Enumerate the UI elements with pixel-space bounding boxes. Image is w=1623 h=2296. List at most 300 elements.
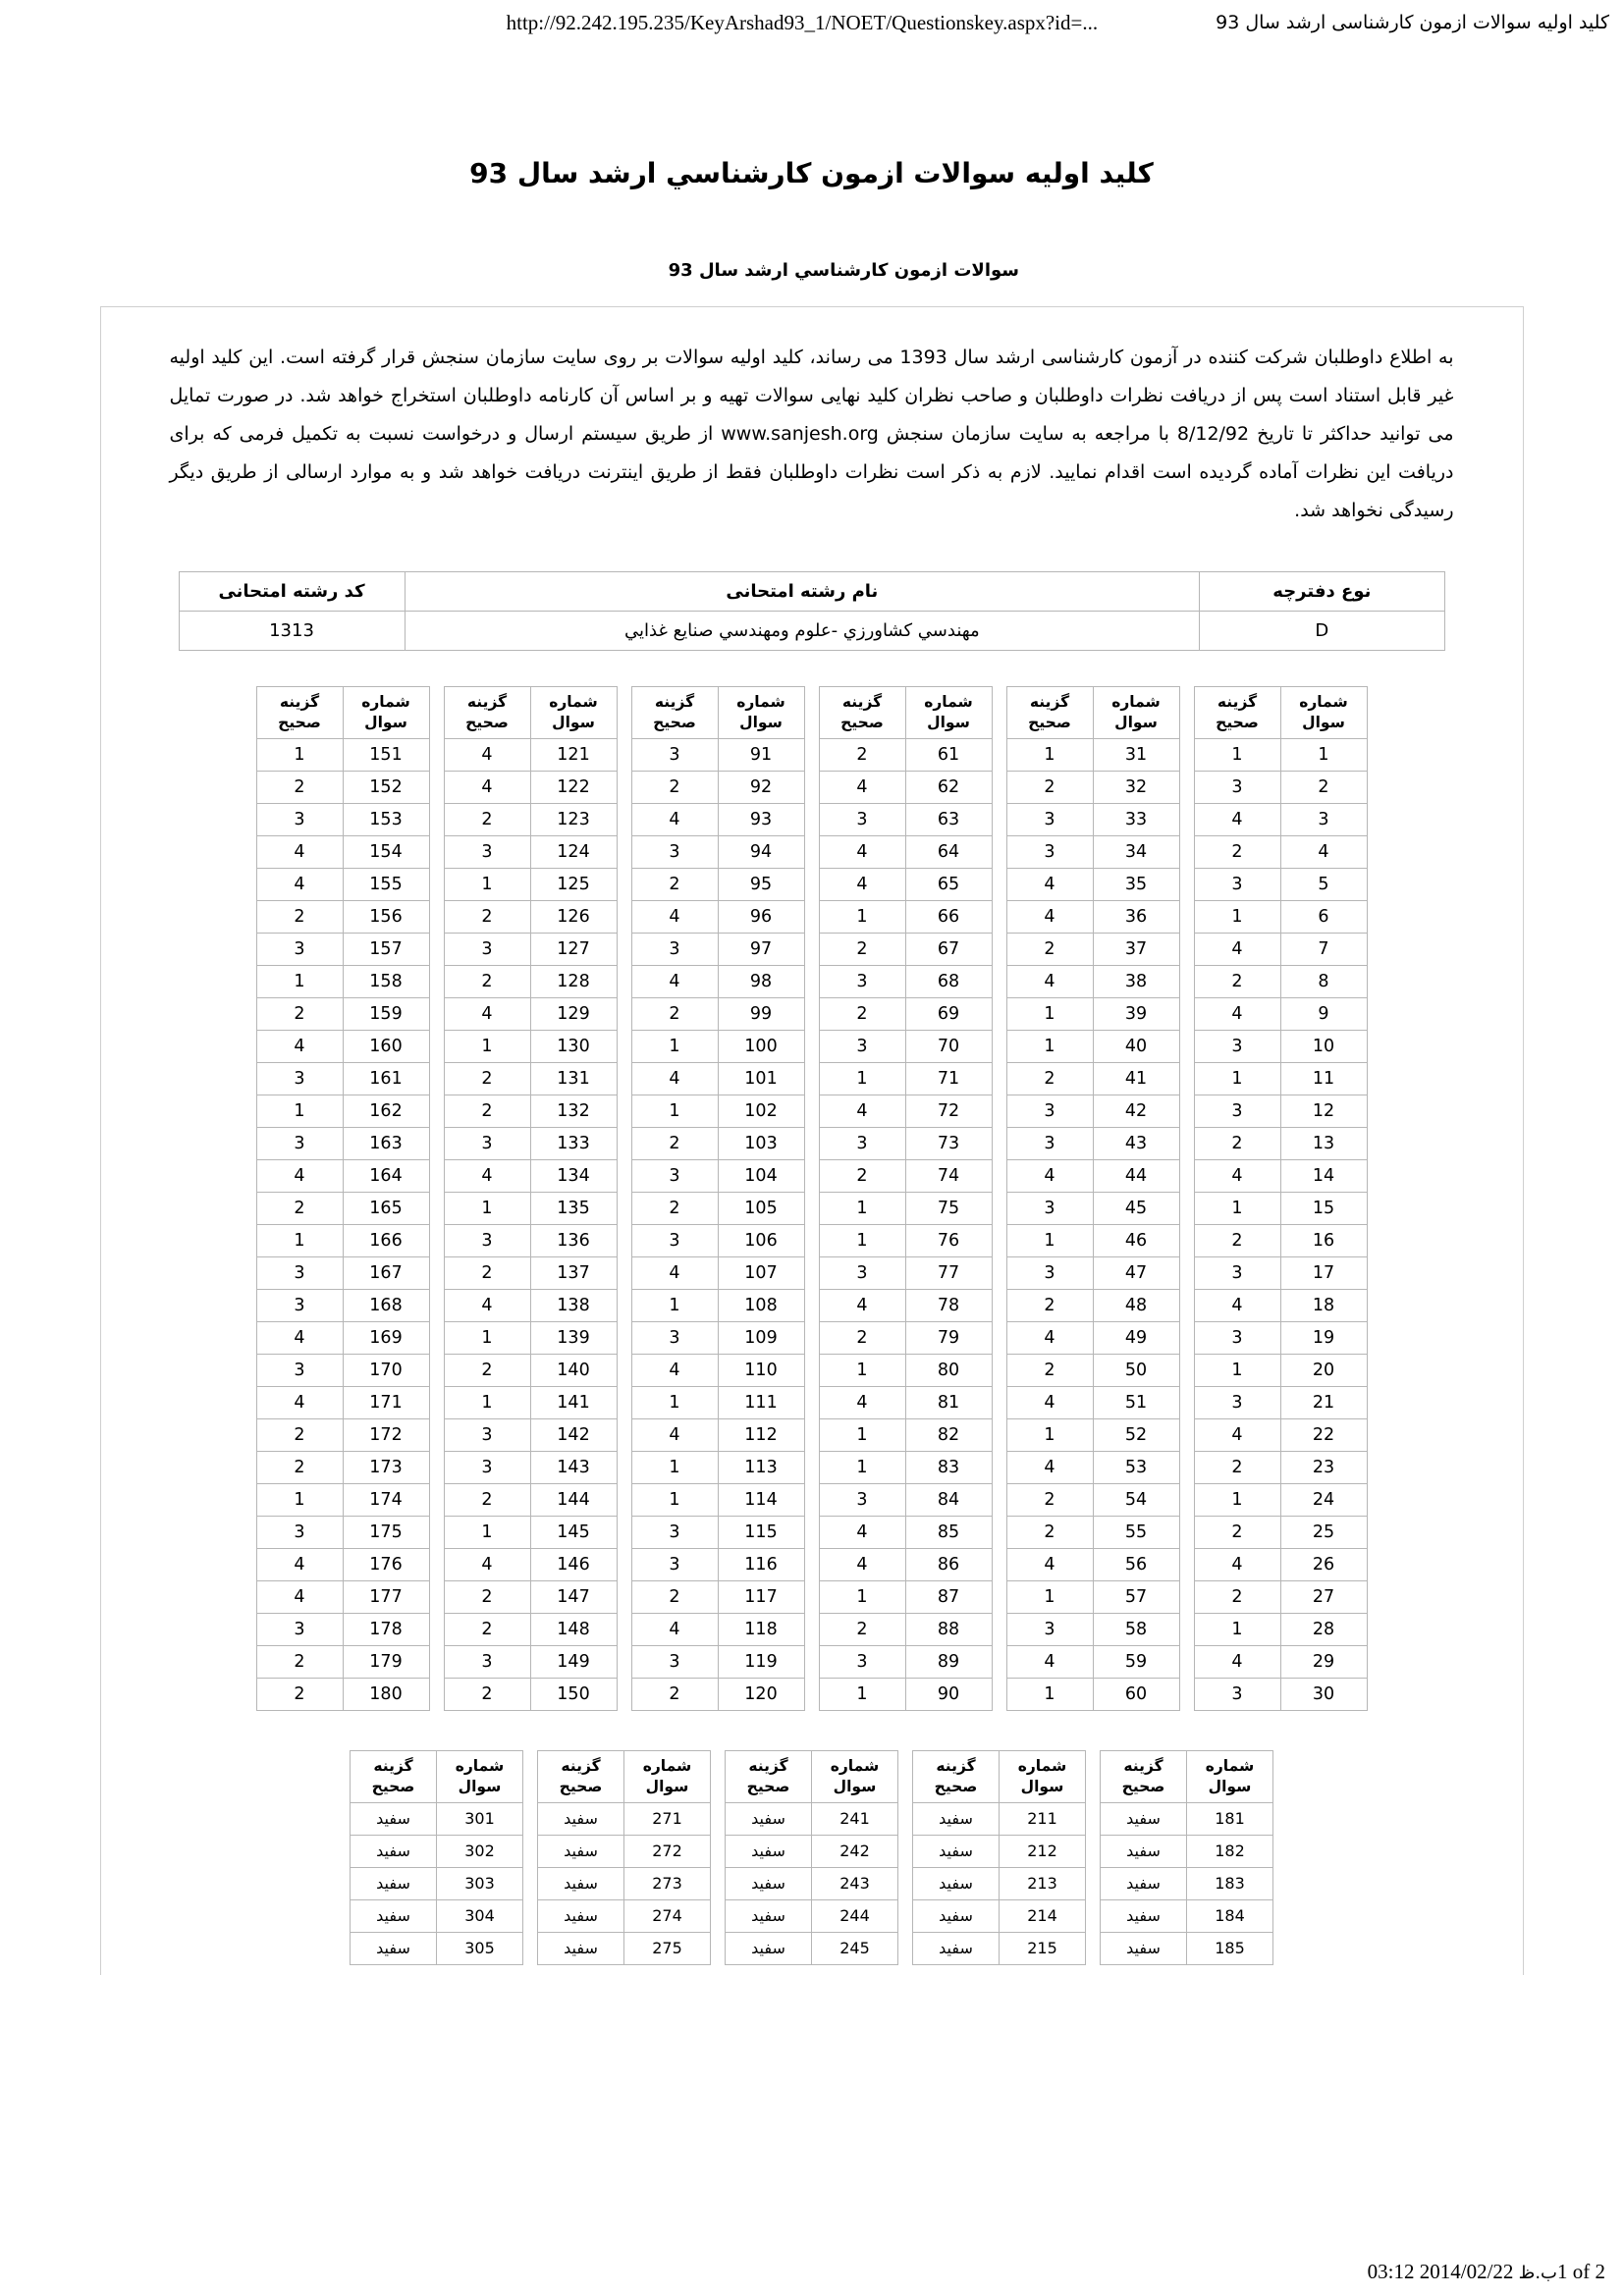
table-row	[1194, 900, 1367, 933]
cell-correct-option: 2	[444, 1095, 530, 1127]
table-row	[256, 1386, 429, 1418]
cell-question-number: 103	[718, 1127, 804, 1159]
cell-correct-option: 3	[631, 933, 718, 965]
cell-correct-option: 2	[1194, 1516, 1280, 1548]
table-row	[631, 738, 804, 771]
cell-question-number: 33	[1093, 803, 1179, 835]
header-question-number: شماره سوال	[1280, 686, 1367, 738]
cell-correct-option: 2	[256, 900, 343, 933]
cell-correct-option: 2	[1006, 1483, 1093, 1516]
cell-correct-option: 2	[1006, 1516, 1093, 1548]
cell-correct-option: 3	[819, 1645, 905, 1678]
cell-question-number: 146	[530, 1548, 617, 1580]
table-row	[1194, 1678, 1367, 1710]
cell-question-number: 143	[530, 1451, 617, 1483]
cell-question-number: 46	[1093, 1224, 1179, 1256]
table-row	[1101, 1867, 1273, 1899]
cell-correct-option: 2	[819, 933, 905, 965]
table-row	[444, 1095, 617, 1127]
table-row	[1006, 1580, 1179, 1613]
cell-question-number: 142	[530, 1418, 617, 1451]
table-row	[1101, 1932, 1273, 1964]
table-header-row	[913, 1750, 1086, 1802]
table-row	[1194, 803, 1367, 835]
cell-question-number: 137	[530, 1256, 617, 1289]
cell-correct-option: 3	[631, 1548, 718, 1580]
table-row	[1194, 997, 1367, 1030]
table-row	[1006, 1451, 1179, 1483]
table-row	[1194, 1354, 1367, 1386]
cell-question-number: 303	[437, 1867, 523, 1899]
table-row	[444, 1548, 617, 1580]
cell-question-number: 106	[718, 1224, 804, 1256]
cell-correct-option: 4	[1194, 1645, 1280, 1678]
cell-question-number: 13	[1280, 1127, 1367, 1159]
table-row	[256, 1418, 429, 1451]
cell-correct-option: سفید	[726, 1802, 812, 1835]
cell-correct-option: سفید	[538, 1802, 624, 1835]
table-row	[444, 1224, 617, 1256]
table-row	[1194, 1159, 1367, 1192]
cell-correct-option: 3	[444, 1645, 530, 1678]
header-question-number: شماره سوال	[1000, 1750, 1086, 1802]
table-row	[631, 1062, 804, 1095]
cell-correct-option: 2	[819, 1159, 905, 1192]
cell-correct-option: 1	[819, 1192, 905, 1224]
cell-correct-option: 2	[256, 1678, 343, 1710]
table-row	[819, 1548, 992, 1580]
cell-question-number: 140	[530, 1354, 617, 1386]
cell-question-number: 44	[1093, 1159, 1179, 1192]
header-correct-option: گزینه صحیح	[538, 1750, 624, 1802]
table-header-row	[444, 686, 617, 738]
table-row	[256, 1256, 429, 1289]
cell-question-number: 109	[718, 1321, 804, 1354]
cell-question-number: 174	[343, 1483, 429, 1516]
table-row	[631, 803, 804, 835]
cell-correct-option: 3	[1006, 1613, 1093, 1645]
table-row	[444, 1483, 617, 1516]
table-row	[1006, 1095, 1179, 1127]
cell-question-number: 176	[343, 1548, 429, 1580]
table-row	[1006, 1678, 1179, 1710]
cell-question-number: 141	[530, 1386, 617, 1418]
table-row	[631, 1516, 804, 1548]
cell-question-number: 114	[718, 1483, 804, 1516]
answer-column-table	[1006, 686, 1180, 1711]
cell-correct-option: 3	[256, 933, 343, 965]
cell-correct-option: 3	[1006, 803, 1093, 835]
table-row	[1006, 1613, 1179, 1645]
cell-correct-option: 2	[1006, 771, 1093, 803]
cell-correct-option: 2	[444, 1483, 530, 1516]
table-row	[1006, 933, 1179, 965]
cell-question-number: 156	[343, 900, 429, 933]
cell-question-number: 149	[530, 1645, 617, 1678]
cell-correct-option: سفید	[913, 1835, 1000, 1867]
cell-question-number: 110	[718, 1354, 804, 1386]
exam-info-table	[179, 571, 1445, 651]
cell-correct-option: 1	[631, 1289, 718, 1321]
cell-question-number: 64	[905, 835, 992, 868]
cell-correct-option: سفید	[351, 1835, 437, 1867]
cell-correct-option: سفید	[726, 1867, 812, 1899]
table-row	[256, 1548, 429, 1580]
table-row	[444, 1127, 617, 1159]
answer-column-table	[725, 1750, 898, 1965]
table-row	[819, 1159, 992, 1192]
table-row	[631, 1256, 804, 1289]
table-row	[256, 1030, 429, 1062]
cell-question-number: 243	[812, 1867, 898, 1899]
table-row	[819, 1516, 992, 1548]
header-correct-option: گزینه صحیح	[444, 686, 530, 738]
cell-question-number: 166	[343, 1224, 429, 1256]
header-correct-option: گزینه صحیح	[913, 1750, 1000, 1802]
cell-question-number: 27	[1280, 1580, 1367, 1613]
cell-question-number: 301	[437, 1802, 523, 1835]
cell-question-number: 51	[1093, 1386, 1179, 1418]
table-row	[1194, 1095, 1367, 1127]
table-row	[444, 1256, 617, 1289]
cell-correct-option: 4	[256, 1548, 343, 1580]
cell-question-number: 5	[1280, 868, 1367, 900]
cell-correct-option: 1	[1194, 1192, 1280, 1224]
document-subtitle: سوالات ازمون کارشناسي ارشد سال 93	[668, 260, 1019, 281]
table-row	[538, 1899, 711, 1932]
cell-question-number: 178	[343, 1613, 429, 1645]
cell-question-number: 58	[1093, 1613, 1179, 1645]
cell-correct-option: 1	[256, 1483, 343, 1516]
cell-correct-option: 4	[1194, 997, 1280, 1030]
cell-question-number: 181	[1187, 1802, 1273, 1835]
cell-correct-option: 2	[256, 1418, 343, 1451]
cell-correct-option: 1	[256, 1224, 343, 1256]
header-booklet-type: نوع دفترچه	[1200, 571, 1444, 611]
table-row	[1194, 1516, 1367, 1548]
table-row	[1194, 1321, 1367, 1354]
table-row	[631, 1030, 804, 1062]
table-row	[1194, 1127, 1367, 1159]
answer-column-table	[1100, 1750, 1273, 1965]
table-row	[631, 835, 804, 868]
cell-question-number: 117	[718, 1580, 804, 1613]
table-row	[819, 1418, 992, 1451]
cell-question-number: 241	[812, 1802, 898, 1835]
cell-correct-option: سفید	[913, 1899, 1000, 1932]
cell-question-number: 21	[1280, 1386, 1367, 1418]
cell-correct-option: 3	[256, 1127, 343, 1159]
cell-question-number: 55	[1093, 1516, 1179, 1548]
cell-correct-option: 1	[1006, 1418, 1093, 1451]
cell-correct-option: 2	[819, 997, 905, 1030]
cell-correct-option: 2	[1194, 835, 1280, 868]
cell-question-number: 148	[530, 1613, 617, 1645]
table-row	[631, 868, 804, 900]
cell-correct-option: 1	[444, 1030, 530, 1062]
cell-question-number: 10	[1280, 1030, 1367, 1062]
cell-correct-option: سفید	[726, 1835, 812, 1867]
table-row	[819, 1613, 992, 1645]
cell-correct-option: 3	[631, 1645, 718, 1678]
cell-correct-option: 3	[819, 1256, 905, 1289]
cell-correct-option: 1	[256, 738, 343, 771]
table-row	[1194, 1289, 1367, 1321]
cell-question-number: 65	[905, 868, 992, 900]
cell-correct-option: سفید	[538, 1867, 624, 1899]
cell-question-number: 185	[1187, 1932, 1273, 1964]
table-row	[1194, 1483, 1367, 1516]
cell-field-name: مهندسي کشاورزي -علوم ومهندسي صنايع غذايي	[405, 611, 1200, 650]
table-row	[444, 803, 617, 835]
cell-correct-option: 3	[1194, 1095, 1280, 1127]
table-row	[1006, 1127, 1179, 1159]
cell-correct-option: 4	[631, 803, 718, 835]
cell-question-number: 68	[905, 965, 992, 997]
cell-correct-option: سفید	[1101, 1932, 1187, 1964]
cell-question-number: 67	[905, 933, 992, 965]
cell-correct-option: سفید	[726, 1899, 812, 1932]
table-row	[631, 933, 804, 965]
cell-correct-option: 4	[444, 738, 530, 771]
cell-correct-option: 2	[631, 1127, 718, 1159]
cell-correct-option: 2	[1194, 1224, 1280, 1256]
table-row	[444, 1451, 617, 1483]
cell-question-number: 138	[530, 1289, 617, 1321]
header-question-number: شماره سوال	[1187, 1750, 1273, 1802]
table-row	[1006, 738, 1179, 771]
page-title: کلید اولیه سوالات ازمون کارشناسي ارشد سال 93	[469, 157, 1154, 189]
cell-correct-option: 3	[444, 1451, 530, 1483]
cell-correct-option: 1	[444, 1321, 530, 1354]
cell-question-number: 24	[1280, 1483, 1367, 1516]
cell-correct-option: 2	[631, 1580, 718, 1613]
cell-correct-option: 2	[444, 900, 530, 933]
cell-correct-option: 3	[256, 803, 343, 835]
cell-question-number: 98	[718, 965, 804, 997]
table-row	[538, 1835, 711, 1867]
cell-correct-option: 1	[1006, 1580, 1093, 1613]
cell-question-number: 39	[1093, 997, 1179, 1030]
table-header-row	[726, 1750, 898, 1802]
table-row	[913, 1899, 1086, 1932]
table-row	[631, 1418, 804, 1451]
cell-question-number: 135	[530, 1192, 617, 1224]
cell-correct-option: 4	[819, 835, 905, 868]
cell-correct-option: 3	[819, 1127, 905, 1159]
cell-question-number: 22	[1280, 1418, 1367, 1451]
cell-question-number: 74	[905, 1159, 992, 1192]
cell-question-number: 126	[530, 900, 617, 933]
cell-question-number: 214	[1000, 1899, 1086, 1932]
cell-correct-option: 3	[1194, 868, 1280, 900]
table-row	[631, 1386, 804, 1418]
table-row	[444, 1418, 617, 1451]
cell-correct-option: 4	[1006, 1321, 1093, 1354]
table-row	[256, 1580, 429, 1613]
cell-correct-option: 2	[444, 965, 530, 997]
cell-question-number: 105	[718, 1192, 804, 1224]
table-header-row	[179, 571, 1444, 611]
table-row	[351, 1932, 523, 1964]
cell-question-number: 15	[1280, 1192, 1367, 1224]
cell-correct-option: 4	[1194, 1548, 1280, 1580]
cell-question-number: 77	[905, 1256, 992, 1289]
table-row	[1006, 1354, 1179, 1386]
answer-column-table	[819, 686, 993, 1711]
cell-correct-option: 1	[1006, 1678, 1093, 1710]
table-row	[1194, 868, 1367, 900]
table-row	[256, 1289, 429, 1321]
cell-question-number: 26	[1280, 1548, 1367, 1580]
cell-question-number: 28	[1280, 1613, 1367, 1645]
table-row	[1006, 1516, 1179, 1548]
cell-question-number: 23	[1280, 1451, 1367, 1483]
table-row	[819, 1224, 992, 1256]
cell-question-number: 72	[905, 1095, 992, 1127]
table-row	[1194, 1645, 1367, 1678]
cell-correct-option: 4	[1194, 1418, 1280, 1451]
table-row	[1194, 1224, 1367, 1256]
cell-question-number: 95	[718, 868, 804, 900]
header-correct-option: گزینه صحیح	[256, 686, 343, 738]
print-header	[0, 0, 1623, 39]
cell-question-number: 129	[530, 997, 617, 1030]
cell-question-number: 130	[530, 1030, 617, 1062]
table-row	[1101, 1899, 1273, 1932]
cell-question-number: 215	[1000, 1932, 1086, 1964]
cell-correct-option: 3	[1194, 1678, 1280, 1710]
table-row	[1194, 1548, 1367, 1580]
cell-correct-option: 1	[1006, 997, 1093, 1030]
cell-question-number: 163	[343, 1127, 429, 1159]
cell-question-number: 34	[1093, 835, 1179, 868]
cell-question-number: 6	[1280, 900, 1367, 933]
table-row	[1194, 738, 1367, 771]
table-row	[1006, 1321, 1179, 1354]
cell-question-number: 274	[624, 1899, 711, 1932]
cell-question-number: 70	[905, 1030, 992, 1062]
table-row	[444, 1159, 617, 1192]
cell-correct-option: 3	[444, 1127, 530, 1159]
table-row	[256, 835, 429, 868]
table-row	[631, 965, 804, 997]
table-row	[444, 1062, 617, 1095]
cell-question-number: 272	[624, 1835, 711, 1867]
cell-question-number: 91	[718, 738, 804, 771]
cell-correct-option: 2	[1006, 1354, 1093, 1386]
cell-correct-option: 2	[444, 1613, 530, 1645]
cell-question-number: 121	[530, 738, 617, 771]
table-row	[1194, 1386, 1367, 1418]
cell-question-number: 57	[1093, 1580, 1179, 1613]
table-row	[819, 965, 992, 997]
cell-question-number: 8	[1280, 965, 1367, 997]
cell-correct-option: 4	[1006, 1386, 1093, 1418]
cell-question-number: 131	[530, 1062, 617, 1095]
cell-correct-option: 3	[819, 1030, 905, 1062]
cell-correct-option: 2	[256, 771, 343, 803]
cell-correct-option: 3	[444, 835, 530, 868]
cell-question-number: 75	[905, 1192, 992, 1224]
cell-correct-option: 1	[819, 1451, 905, 1483]
cell-correct-option: 1	[1194, 1062, 1280, 1095]
cell-correct-option: 1	[631, 1030, 718, 1062]
table-row	[726, 1867, 898, 1899]
cell-question-number: 79	[905, 1321, 992, 1354]
table-row	[179, 611, 1444, 650]
cell-correct-option: 1	[1194, 738, 1280, 771]
cell-question-number: 82	[905, 1418, 992, 1451]
table-row	[819, 803, 992, 835]
cell-question-number: 9	[1280, 997, 1367, 1030]
cell-question-number: 73	[905, 1127, 992, 1159]
cell-question-number: 182	[1187, 1835, 1273, 1867]
table-row	[1101, 1835, 1273, 1867]
table-row	[913, 1802, 1086, 1835]
cell-correct-option: 2	[819, 738, 905, 771]
cell-correct-option: 3	[631, 835, 718, 868]
cell-correct-option: 1	[256, 1095, 343, 1127]
table-header-row	[1006, 686, 1179, 738]
cell-correct-option: 3	[1006, 1256, 1093, 1289]
table-row	[1006, 965, 1179, 997]
cell-correct-option: 1	[819, 1354, 905, 1386]
cell-correct-option: 2	[444, 1256, 530, 1289]
cell-correct-option: سفید	[1101, 1899, 1187, 1932]
cell-correct-option: 3	[1006, 1192, 1093, 1224]
cell-correct-option: 4	[631, 1256, 718, 1289]
cell-correct-option: 2	[631, 1192, 718, 1224]
table-row	[1006, 1256, 1179, 1289]
cell-question-number: 32	[1093, 771, 1179, 803]
cell-question-number: 139	[530, 1321, 617, 1354]
cell-correct-option: سفید	[913, 1802, 1000, 1835]
cell-correct-option: 4	[1006, 1451, 1093, 1483]
cell-correct-option: 2	[1006, 1062, 1093, 1095]
cell-correct-option: 2	[444, 1062, 530, 1095]
table-row	[1006, 803, 1179, 835]
cell-question-number: 69	[905, 997, 992, 1030]
cell-correct-option: سفید	[1101, 1802, 1187, 1835]
cell-question-number: 62	[905, 771, 992, 803]
table-row	[726, 1932, 898, 1964]
cell-correct-option: سفید	[913, 1932, 1000, 1964]
cell-correct-option: 2	[444, 803, 530, 835]
cell-question-number: 154	[343, 835, 429, 868]
cell-question-number: 170	[343, 1354, 429, 1386]
cell-correct-option: سفید	[351, 1932, 437, 1964]
table-row	[444, 1354, 617, 1386]
cell-correct-option: 2	[256, 997, 343, 1030]
cell-question-number: 61	[905, 738, 992, 771]
cell-question-number: 134	[530, 1159, 617, 1192]
cell-correct-option: 3	[256, 1613, 343, 1645]
cell-question-number: 25	[1280, 1516, 1367, 1548]
cell-correct-option: 2	[1006, 1289, 1093, 1321]
table-row	[819, 1062, 992, 1095]
cell-correct-option: 4	[1006, 1548, 1093, 1580]
cell-correct-option: 2	[1194, 965, 1280, 997]
header-correct-option: گزینه صحیح	[1006, 686, 1093, 738]
cell-correct-option: 2	[256, 1645, 343, 1678]
header-field-name: نام رشته امتحانی	[405, 571, 1200, 611]
print-footer	[0, 2255, 1623, 2288]
cell-correct-option: 1	[631, 1386, 718, 1418]
cell-correct-option: 4	[631, 1613, 718, 1645]
cell-correct-option: 3	[819, 965, 905, 997]
table-row	[631, 1224, 804, 1256]
